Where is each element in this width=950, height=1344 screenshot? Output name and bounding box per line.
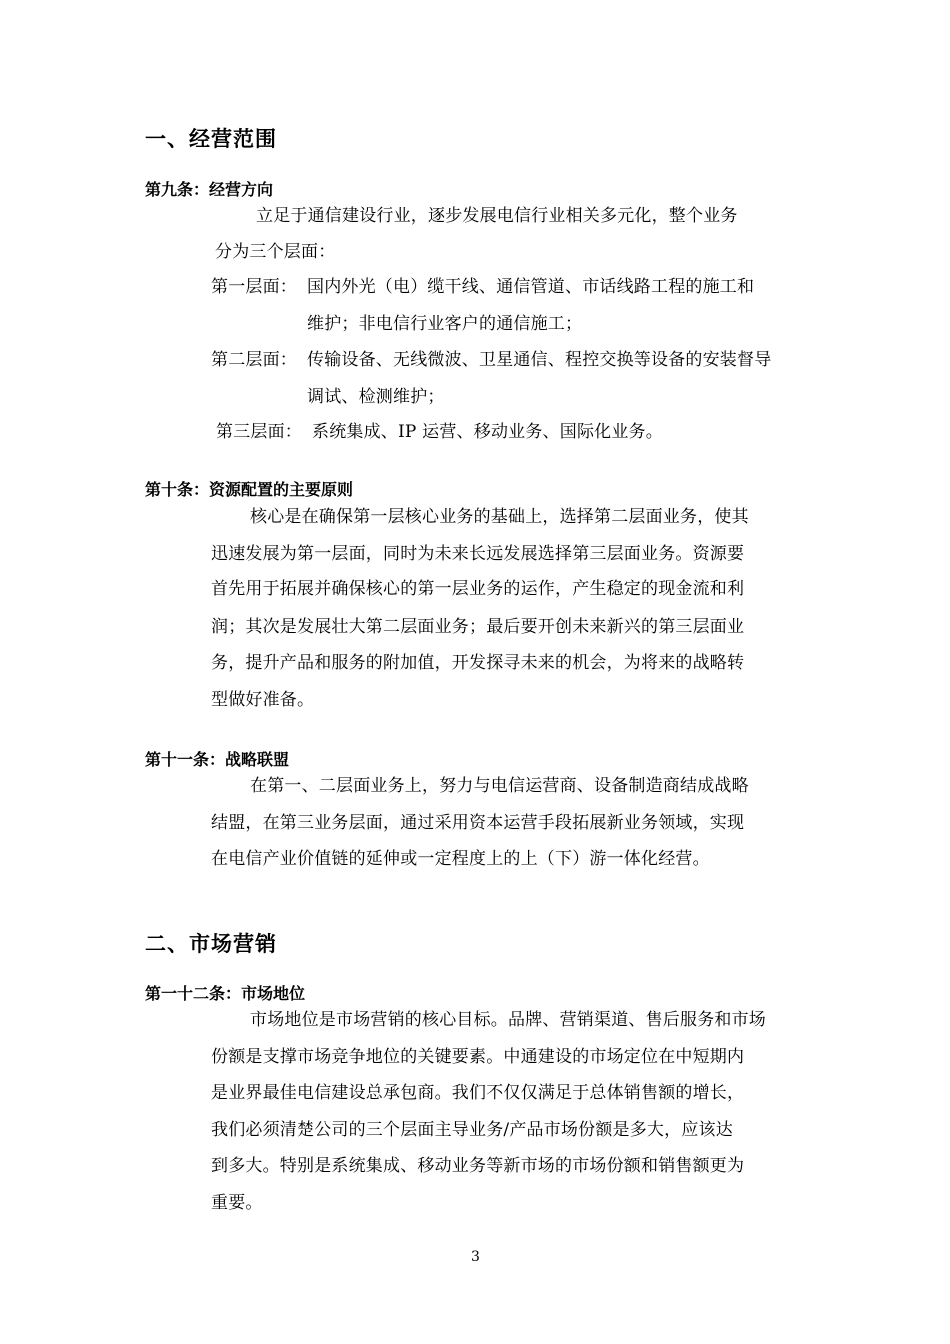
article-10-line-5: 务，提升产品和服务的附加值，开发探寻未来的机会，为将来的战略转 (211, 653, 745, 673)
article-12-line-2: 份额是支撑市场竞争地位的关键要素。中通建设的市场定位在中短期内 (211, 1047, 745, 1067)
article-10-line-1: 核心是在确保第一层核心业务的基础上，选择第二层面业务，使其 (250, 507, 749, 527)
article-12-line-4: 我们必须清楚公司的三个层面主导业务/产品市场份额是多大，应该达 (211, 1120, 733, 1140)
article-9-title: 第九条：经营方向 (145, 180, 274, 199)
article-10-line-2: 迅速发展为第一层面，同时为未来长远发展选择第三层面业务。资源要 (211, 544, 745, 564)
layer-1-line-2: 维护；非电信行业客户的通信施工； (307, 314, 583, 334)
layer-1-line-1: 国内外光（电）缆干线、通信管道、市话线路工程的施工和 (307, 277, 755, 297)
layer-2-line-2: 调试、检测维护； (307, 387, 445, 407)
article-12-title: 第一十二条：市场地位 (145, 984, 306, 1003)
layer-2-label: 第二层面： (211, 350, 297, 370)
article-9-intro-line-1: 立足于通信建设行业，逐步发展电信行业相关多元化，整个业务 (256, 206, 738, 226)
article-11-title: 第十一条：战略联盟 (145, 750, 290, 769)
article-10-title: 第十条：资源配置的主要原则 (145, 480, 354, 499)
article-11-line-1: 在第一、二层面业务上，努力与电信运营商、设备制造商结成战略 (250, 776, 749, 796)
article-12-line-6: 重要。 (211, 1193, 263, 1213)
article-9-intro-line-2: 分为三个层面： (215, 242, 336, 262)
page-number: 3 (471, 1249, 480, 1265)
layer-1-label: 第一层面： (211, 277, 297, 297)
section-title-business-scope: 一、经营范围 (145, 127, 277, 151)
article-11-line-2: 结盟，在第三业务层面，通过采用资本运营手段拓展新业务领域，实现 (211, 813, 745, 833)
article-12-line-3: 是业界最佳电信建设总承包商。我们不仅仅满足于总体销售额的增长， (211, 1083, 745, 1103)
layer-2-line-1: 传输设备、无线微波、卫星通信、程控交换等设备的安装督导 (307, 350, 772, 370)
article-11-line-3: 在电信产业价值链的延伸或一定程度上的上（下）游一体化经营。 (211, 849, 710, 869)
layer-3-line-1: 系统集成、IP 运营、移动业务、国际化业务。 (312, 422, 663, 442)
article-10-line-6: 型做好准备。 (211, 690, 315, 710)
layer-3-label: 第三层面： (216, 422, 302, 442)
article-10-line-4: 润；其次是发展壮大第二层面业务；最后要开创未来新兴的第三层面业 (211, 617, 745, 637)
article-12-line-1: 市场地位是市场营销的核心目标。品牌、营销渠道、售后服务和市场 (250, 1010, 766, 1030)
article-10-line-3: 首先用于拓展并确保核心的第一层业务的运作，产生稳定的现金流和利 (211, 579, 745, 599)
section-title-marketing: 二、市场营销 (145, 932, 277, 956)
article-12-line-5: 到多大。特别是系统集成、移动业务等新市场的市场份额和销售额更为 (211, 1156, 745, 1176)
